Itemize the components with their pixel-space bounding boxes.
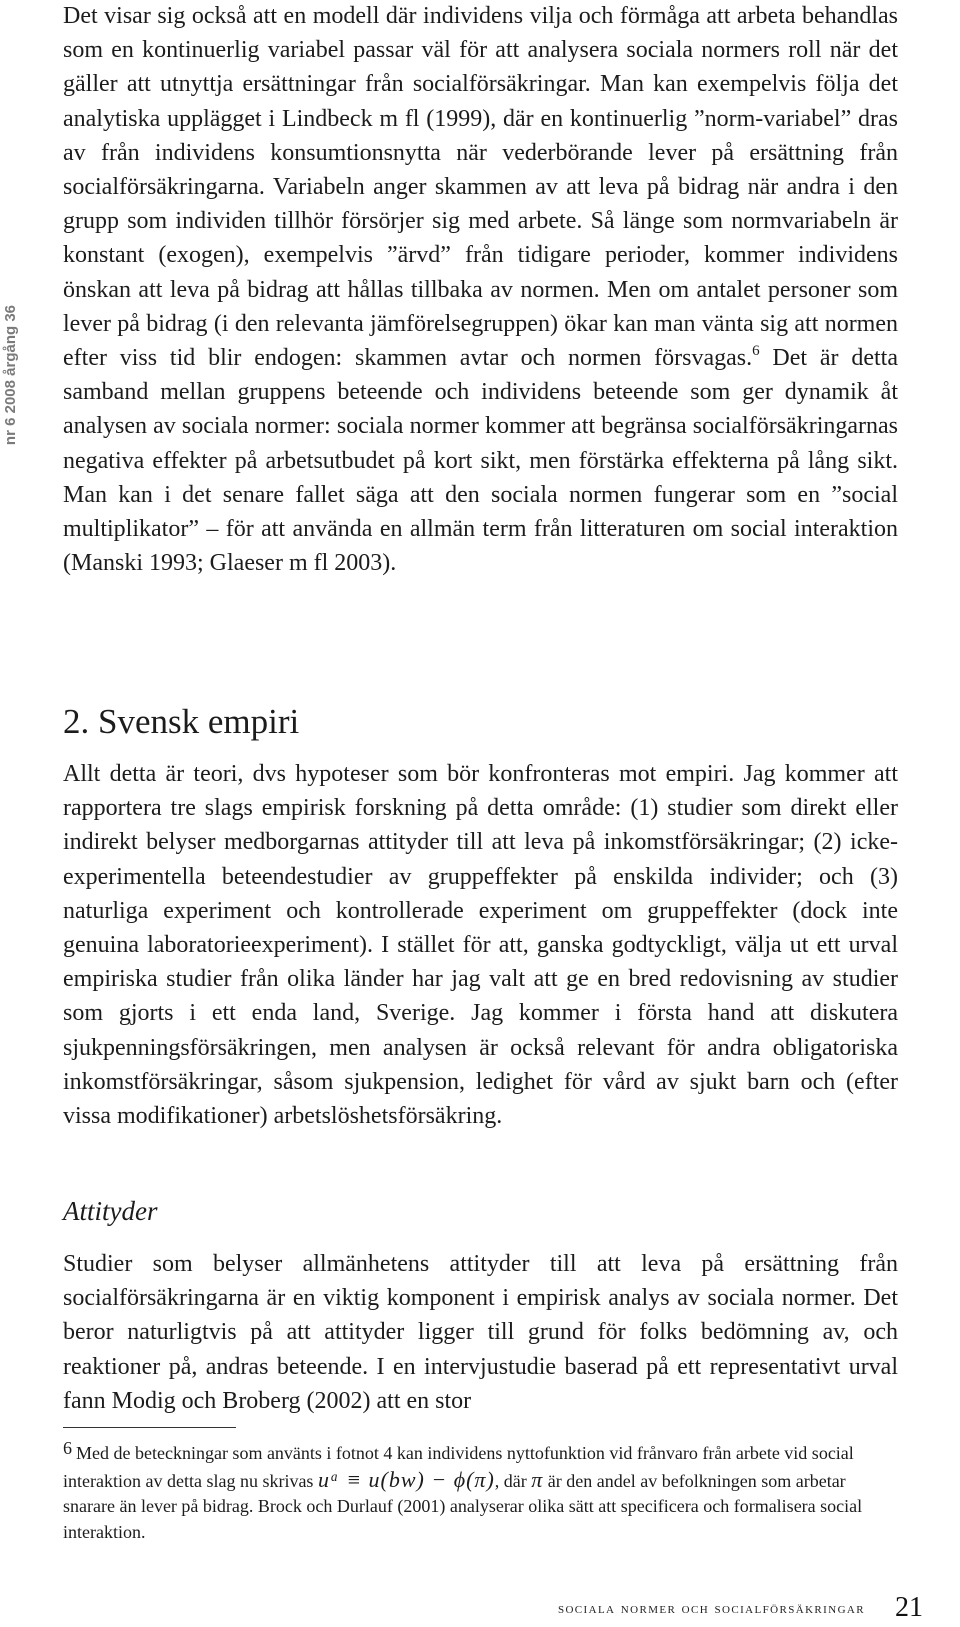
pi-symbol: π (531, 1466, 544, 1492)
paragraph-text-continued: Det är detta samband mellan gruppens beteende och individens beteende som ger dynamik åt analysen av sociala normer: sociala normer kommer att begränsa socialförsäkringarnas negativa effekter på arbetsutbudet på kort sikt, men förstärka effekterna på lång sikt. Man kan i det senare fallet säga att den sociala normen fungerar som en ”social multiplikator” – för att använda en allmän term från litteraturen om social interaktion (Manski 1993; Glaeser m fl 2003). (63, 345, 898, 577)
paragraph-empirical-research: Allt detta är teori, dvs hypoteser som bör konfronteras mot empiri. Jag kommer att rapportera tre slags empirisk forskning på detta område: (1) studier som direkt eller indirekt belyser medborgarnas attityder till att leva på inkomstförsäkringar; (2) icke-experimentella beteendestudier av gruppeffekter på enskilda individer; och (3) naturliga experiment och kontrollerade experiment om gruppeffekter (dock inte genuina laboratorieexperiment). I stället för att, ganska godtyckligt, välja ut ett urval empiriska studier från olika länder har jag valt att ge en bred redovisning av studier som gjorts i ett enda land, Sverige. Jag kommer i första hand att diskutera sjukpenningsförsäkringen, men analysen är också relevant för andra obligatoriska inkomstförsäkringar, såsom sjukpension, ledighet för vård av sjukt barn och (efter vissa modifikationer) arbetslöshetsförsäkring. (63, 761, 898, 1130)
journal-issue-label: nr 6 2008 årgång 36 (2, 305, 19, 446)
utility-formula: uᵃ ≡ u(bw) − ϕ(π) (317, 1466, 495, 1492)
footnote-marker: 6 (63, 1438, 72, 1458)
page-number: 21 (895, 1592, 923, 1623)
page-footer (0, 1590, 960, 1622)
subsection-heading-attityder: Attityder (63, 1196, 158, 1226)
footnote-reference-6[interactable]: 6 (752, 343, 760, 360)
section-heading-svensk-empiri: 2. Svensk empiri (63, 702, 300, 741)
footnote-text: Med de beteckningar som använts i fotnot 4 kan individens nyttofunktion vid frånvaro från arbete vid social interaktion av detta slag nu skrivas (63, 1443, 854, 1491)
paragraph-text: Det visar sig också att en modell där individens vilja och förmåga att arbeta behandlas som en kontinuerlig variabel passar väl för att analysera sociala normers roll när det gäller att utnyttja ersättningar från socialförsäkringar. Man kan exempelvis följa det analytiska upplägget i Lindbeck m fl (1999), där en kontinuerlig ”norm-variabel” dras av från individens konsumtionsnytta när vederbörande lever på ersättning från socialförsäkringarna. Variabeln anger skammen av att leva på bidrag när andra i den grupp som individen tillhör försörjer sig med arbete. Så länge som normvariabeln är konstant (exogen), exempelvis ”ärvd” från tidigare perioder, kommer individens önskan att leva på bidrag att hållas tillbaka av normen. Men om antalet personer som lever på bidrag (i den relevanta jämförelsegruppen) ökar kan man vänta sig att normen efter viss tid blir endogen: skammen avtar och normen försvagas. (63, 3, 898, 372)
footnote-text-mid: , där (494, 1470, 532, 1491)
paragraph-social-norms-model (63, 0, 898, 580)
footnote-text-end: är den andel av befolkningen som arbetar snarare än lever på bidrag. Brock och Durlauf (2001) analyserar olika sätt att specificera och formalisera social interaktion. (63, 1470, 863, 1542)
footnote-6 (63, 1436, 898, 1545)
running-title: sociala normer och socialförsäkringar (557, 1600, 865, 1617)
paragraph-attitudes: Studier som belyser allmänhetens attityder till att leva på ersättning från socialförsäkringarna är en viktig komponent i empirisk analys av sociala normer. Det beror naturligtvis på att attityder ligger till grund för folks bedömning av, och reaktioner på, andras beteende. I en intervjustudie baserad på ett representativt urval fann Modig och Broberg (2002) att en stor (63, 1251, 898, 1414)
footnote-divider (63, 1427, 236, 1428)
